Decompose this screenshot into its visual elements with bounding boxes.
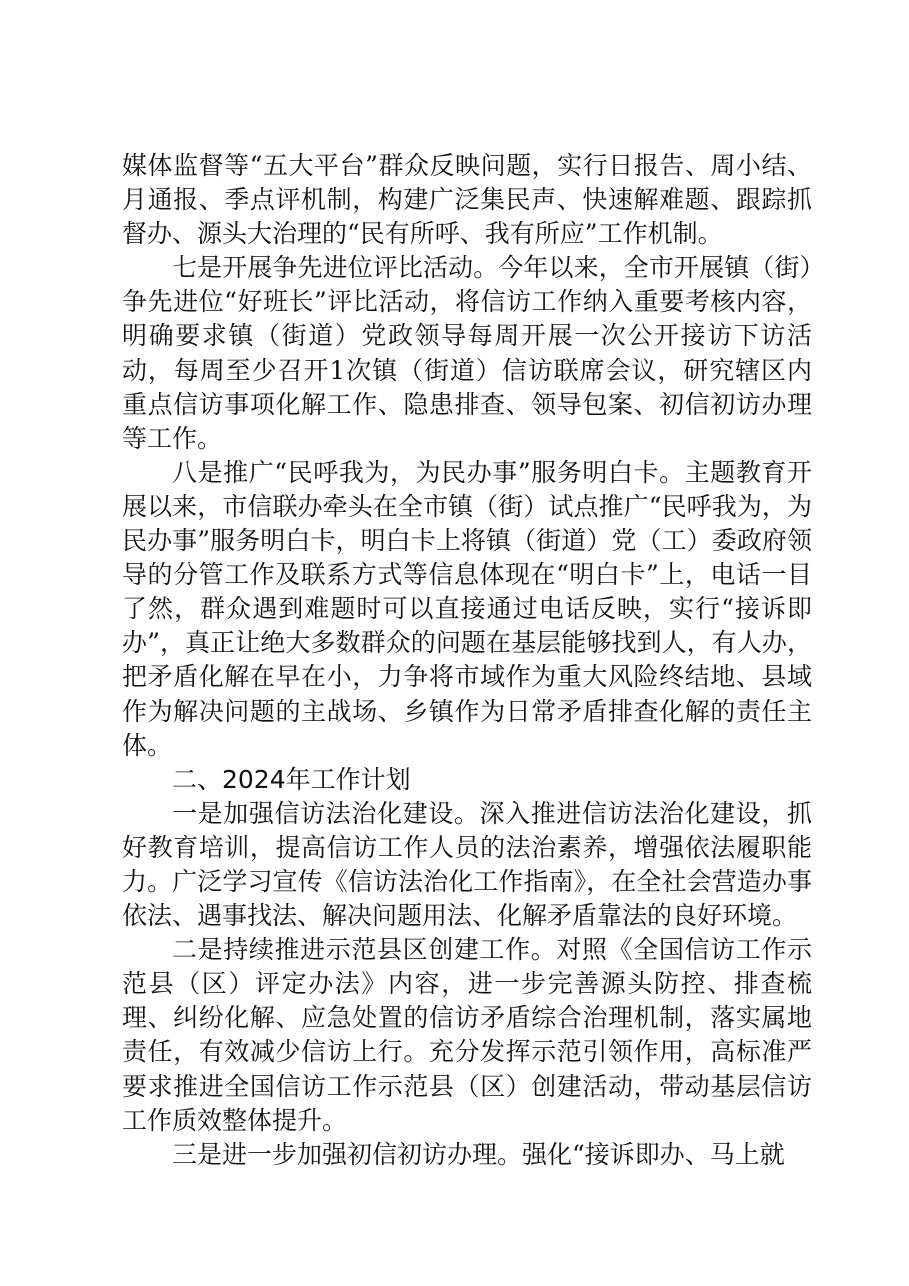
paragraph-item-eight: 八是推广“民呼我为，为民办事”服务明白卡。主题教育开展以来，市信联办牵头在全市镇（街）试点推广“民呼我为，为民办事”服务明白卡，明白卡上将镇（街道）党（工）委政府领导的分管工作及联系方式等信息体现在“明白卡”上，电话一目了然，群众遇到难题时可以直接通过电话反映，实行“接诉即办”，真正让绝大多数群众的问题在基层能够找到人，有人办，把矛盾化解在早在小，力争将市域作为重大风险终结地、县域作为解决问题的主战场、乡镇作为日常矛盾排查化解的责任主体。 <box>122 457 812 760</box>
paragraph-continuation: 媒体监督等“五大平台”群众反映问题，实行日报告、周小结、月通报、季点评机制，构建广泛集民声、快速解难题、跟踪抓督办、源头大治理的“民有所呼、我有所应”工作机制。 <box>122 151 812 249</box>
paragraph-plan-two: 二是持续推进示范县区创建工作。对照《全国信访工作示范县（区）评定办法》内容，进一步完善源头防控、排查梳理、纠纷化解、应急处置的信访矛盾综合治理机制，落实属地责任，有效减少信访上行。充分发挥示范引领作用，高标准严要求推进全国信访工作示范县（区）创建活动，带动基层信访工作质效整体提升。 <box>122 935 812 1135</box>
paragraph-plan-three: 三是进一步加强初信初访办理。强化“接诉即办、马上就 <box>172 1139 785 1169</box>
document-body <box>122 149 812 1172</box>
section-heading-2024-plan: 二、2024年工作计划 <box>172 764 411 794</box>
paragraph-plan-one: 一是加强信访法治化建设。深入推进信访法治化建设，抓好教育培训，提高信访工作人员的法治素养，增强依法履职能力。广泛学习宣传《信访法治化工作指南》，在全社会营造办事依法、遇事找法、解决问题用法、化解矛盾靠法的良好环境。 <box>122 798 812 931</box>
paragraph-item-seven: 七是开展争先进位评比活动。今年以来，全市开展镇（街）争先进位“好班长”评比活动，将信访工作纳入重要考核内容，明确要求镇（街道）党政领导每周开展一次公开接访下访活动，每周至少召开1次镇（街道）信访联席会议，研究辖区内重点信访事项化解工作、隐患排查、领导包案、初信初访办理等工作。 <box>122 253 812 453</box>
